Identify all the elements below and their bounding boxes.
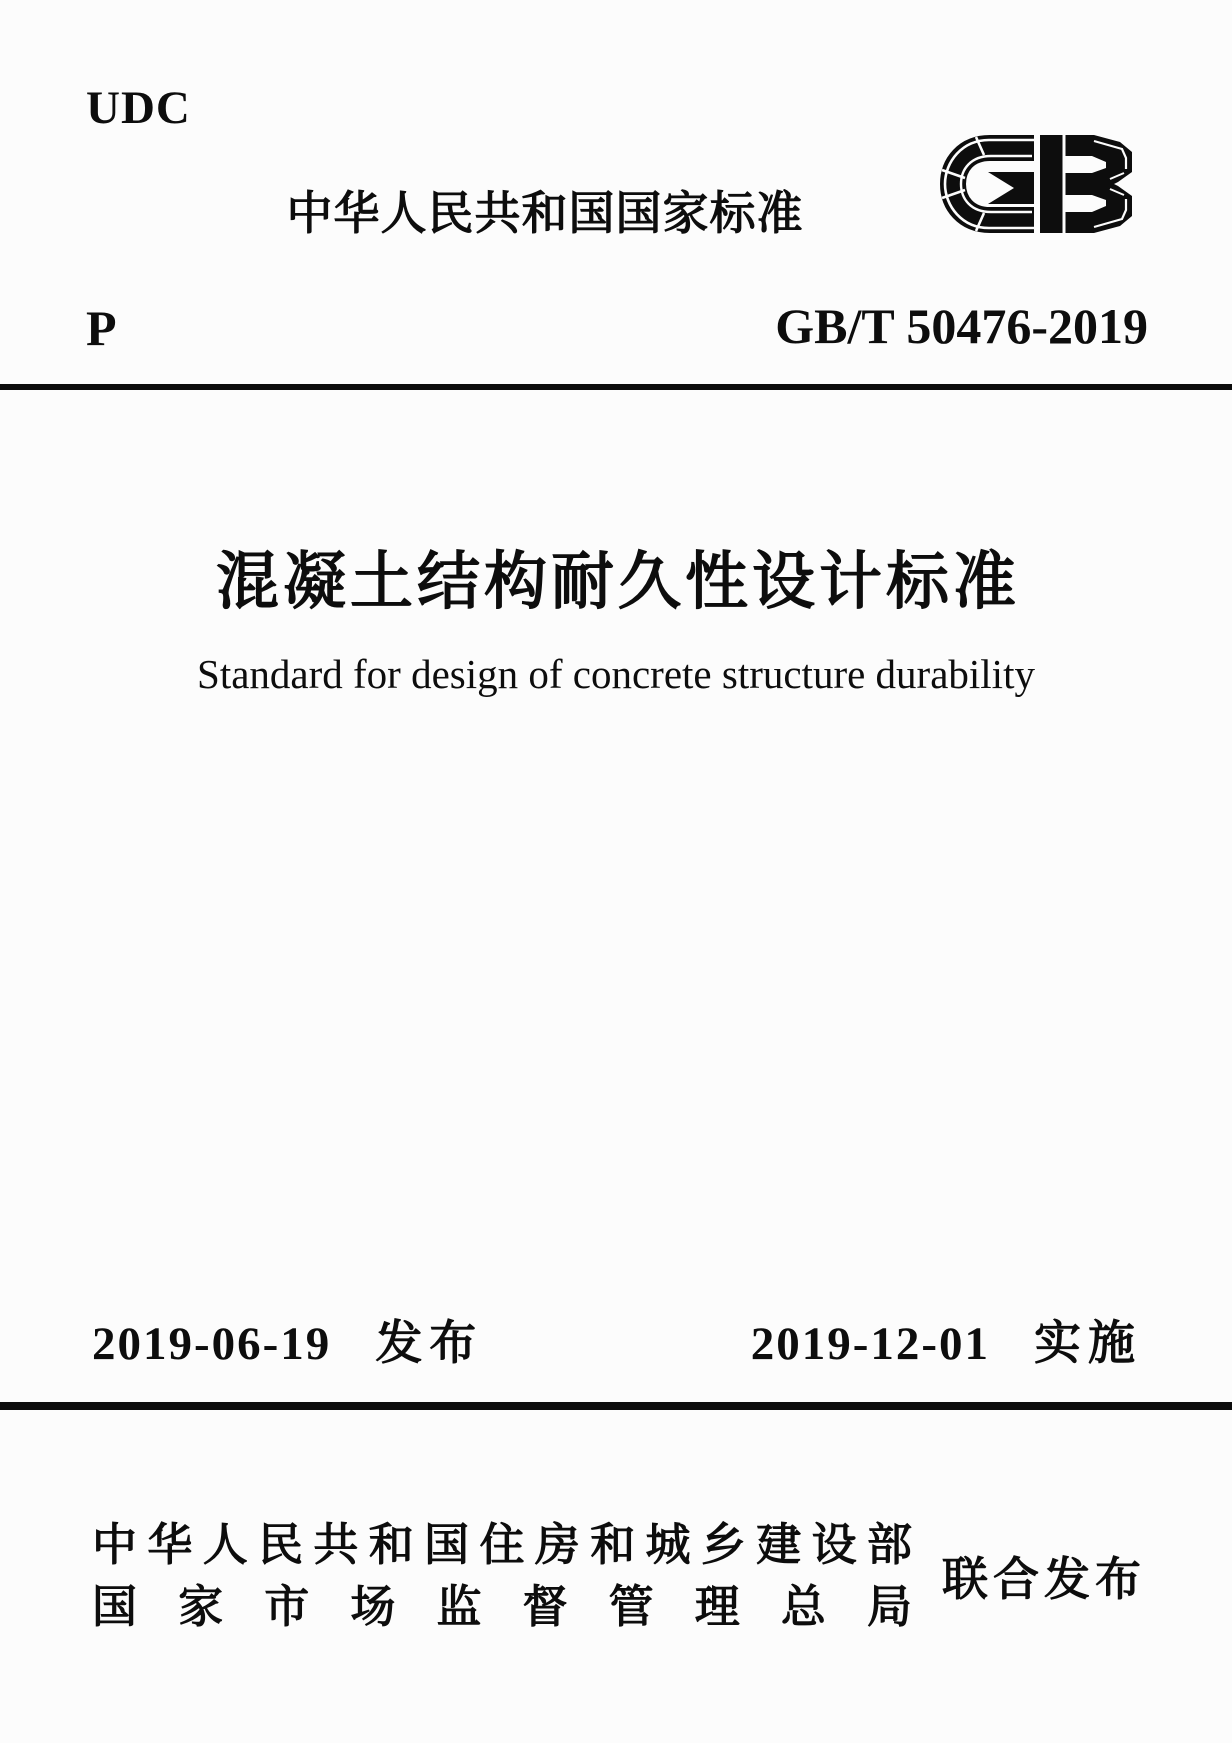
top-rule	[0, 384, 1232, 390]
national-standard-header: 中华人民共和国国家标准	[286, 186, 804, 240]
publisher-line-2: 国家市场监督管理总局	[92, 1580, 912, 1633]
publisher-names	[92, 1514, 912, 1638]
issue-date: 2019-06-19	[92, 1318, 332, 1370]
dates-row	[92, 1318, 1142, 1371]
implement-date-group	[751, 1318, 1142, 1371]
udc-label: UDC	[86, 82, 191, 134]
issue-label: 发布	[375, 1316, 484, 1371]
implement-label: 实施	[1034, 1316, 1142, 1371]
document-class-code: P	[86, 300, 117, 356]
implement-date: 2019-12-01	[750, 1318, 990, 1370]
gb-logo-icon	[934, 128, 1146, 240]
issue-date-group	[92, 1318, 483, 1371]
standard-number: GB/T 50476-2019	[775, 298, 1148, 354]
publishers-block	[92, 1514, 1146, 1638]
bottom-rule	[0, 1402, 1232, 1410]
standard-title-en: Standard for design of concrete structure durability	[197, 651, 1035, 697]
standard-title-zh: 混凝土结构耐久性设计标准	[216, 547, 1020, 617]
joint-publish-label: 联合发布	[942, 1552, 1146, 1606]
publisher-line-1: 中华人民共和国住房和城乡建设部	[92, 1518, 912, 1571]
